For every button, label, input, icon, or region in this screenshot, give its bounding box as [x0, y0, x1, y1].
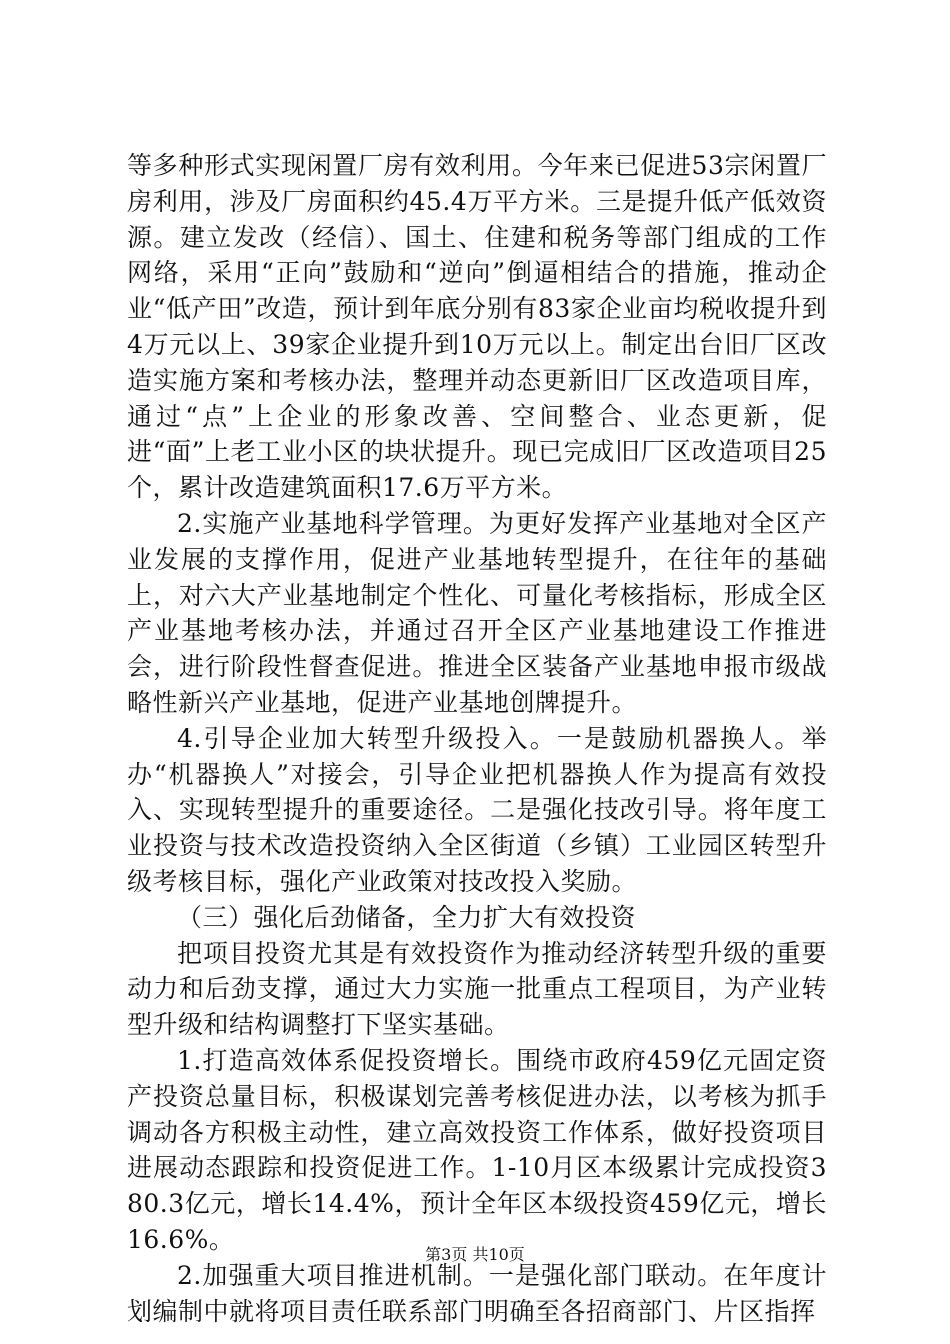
- paragraph-enterprise-investment: 4.引导企业加大转型升级投入。一是鼓励机器换人。举办“机器换人”对接会，引导企业把机器换人作为提高有效投入、实现转型提升的重要途径。二是强化技改引导。将年度工业投资与技术改造投资纳入全区街道（乡镇）工业园区转型升级考核目标，强化产业政策对技改投入奖励。: [127, 723, 827, 896]
- paragraph-investment-intro: 把项目投资尤其是有效投资作为推动经济转型升级的重要动力和后劲支撑，通过大力实施一批重点工程项目，为产业转型升级和结构调整打下坚实基础。: [127, 938, 827, 1040]
- paragraph-industrial-base: 2.实施产业基地科学管理。为更好发挥产业基地对全区产业发展的支撑作用，促进产业基地转型提升，在往年的基础上，对六大产业基地制定个性化、可量化考核指标，形成全区产业基地考核办法，并通过召开全区产业基地建设工作推进会，进行阶段性督查促进。推进全区装备产业基地申报市级战略性新兴产业基地，促进产业基地创牌提升。: [127, 508, 827, 717]
- paragraph-continuation: 等多种形式实现闲置厂房有效利用。今年来已促进53宗闲置厂房利用，涉及厂房面积约45.4万平方米。三是提升低产低效资源。建立发改（经信）、国土、住建和税务等部门组成的工作网络，采用“正向”鼓励和“逆向”倒逼相结合的措施，推动企业“低产田”改造，预计到年底分别有83家企业亩均税收提升到4万元以上、39家企业提升到10万元以上。制定出台旧厂区改造实施方案和考核办法，整理并动态更新旧厂区改造项目库，通过“点”上企业的形象改善、空间整合、业态更新，促进“面”上老工业小区的块状提升。现已完成旧厂区改造项目25个，累计改造建筑面积17.6万平方米。: [127, 151, 827, 503]
- paragraph-investment-system: 1.打造高效体系促投资增长。围绕市政府459亿元固定资产投资总量目标，积极谋划完善考核促进办法，以考核为抓手调动各方积极主动性，建立高效投资工作体系，做好投资项目进展动态跟踪和投资促进工作。1-10月区本级累计完成投资380.3亿元，增长14.4%，预计全年区本级投资459亿元，增长16.6%。: [127, 1045, 827, 1254]
- document-body: [127, 148, 827, 1329]
- paragraph-major-projects: 2.加强重大项目推进机制。一是强化部门联动。在年度计划编制中就将项目责任联系部门明确至各招商部门、片区指挥: [127, 1260, 827, 1326]
- section-heading-investment: （三）强化后劲储备，全力扩大有效投资: [177, 902, 637, 932]
- page-number-footer: 第3页 共10页: [425, 1245, 525, 1264]
